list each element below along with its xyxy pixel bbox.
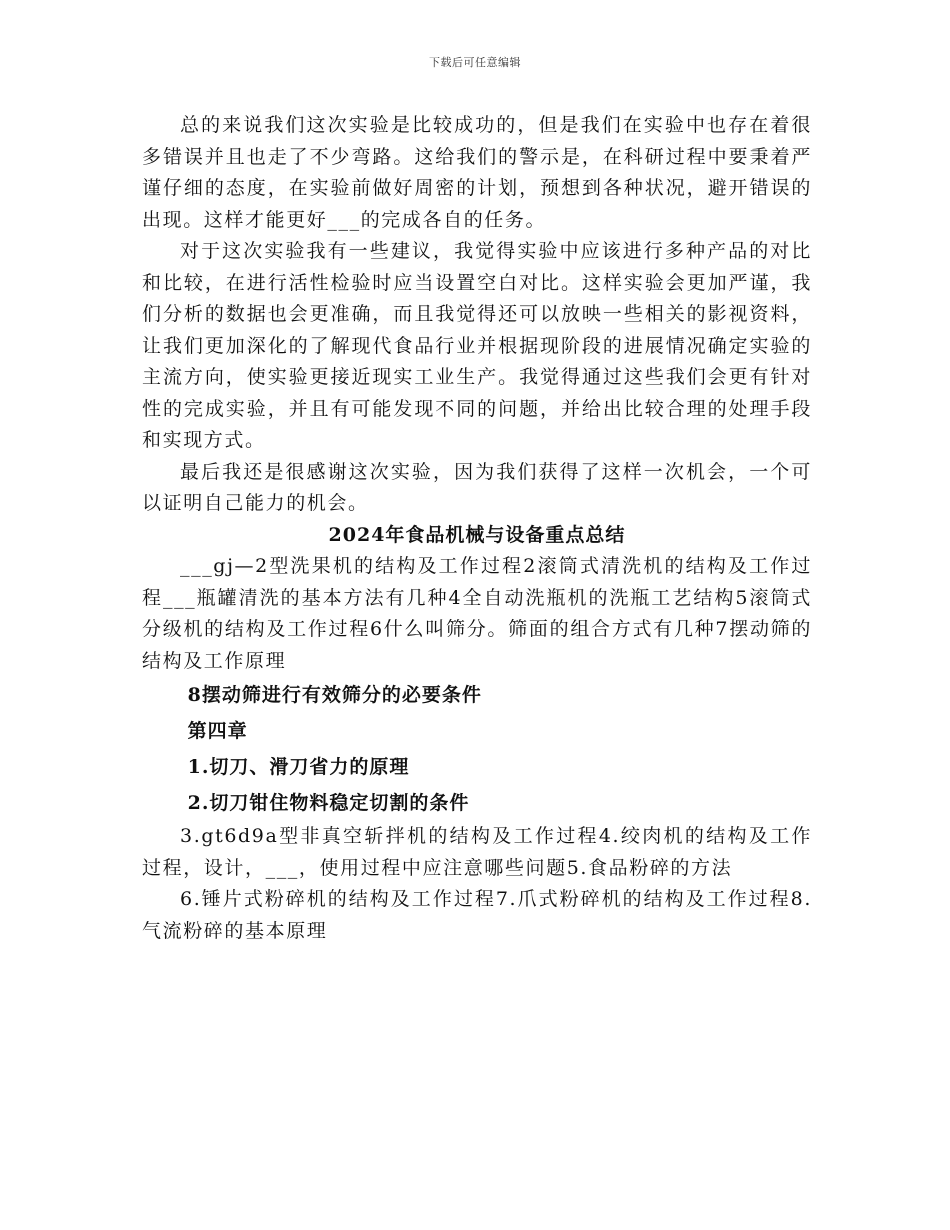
paragraph-crushers: 6.锤片式粉碎机的结构及工作过程7.爪式粉碎机的结构及工作过程8.气流粉碎的基本原理 [142, 888, 812, 942]
bold-line-screen-conditions: 8摆动筛进行有效筛分的必要条件 [187, 684, 482, 706]
bold-line-cutting-conditions: 2.切刀钳住物料稳定切割的条件 [187, 792, 470, 814]
paragraph-chopper-mincer: 3.gt6d9a型非真空斩拌机的结构及工作过程4.绞肉机的结构及工作过程，设计，___，使用过程中应注意哪些问题5.食品粉碎的方法 [142, 825, 812, 879]
document-body [142, 110, 812, 947]
paragraph-thanks: 最后我还是很感谢这次实验，因为我们获得了这样一次机会，一个可以证明自己能力的机会。 [142, 460, 812, 514]
page-header: 下载后可任意编辑 [429, 56, 521, 69]
paragraph-chapter-topics: ___gj—2型洗果机的结构及工作过程2滚筒式清洗机的结构及工作过程___瓶罐清洗的基本方法有几种4全自动洗瓶机的洗瓶工艺结构5滚筒式分级机的结构及工作过程6什么叫筛分。筛面的组合方式有几种7摆动筛的结构及工作原理 [142, 555, 812, 672]
paragraph-summary: 总的来说我们这次实验是比较成功的，但是我们在实验中也存在着很多错误并且也走了不少弯路。这给我们的警示是，在科研过程中要秉着严谨仔细的态度，在实验前做好周密的计划，预想到各种状况，避开错误的出现。这样才能更好___的完成各自的任务。 [142, 114, 812, 231]
section-title: 2024年食品机械与设备重点总结 [328, 523, 626, 546]
chapter-heading: 第四章 [187, 720, 248, 742]
paragraph-suggestions: 对于这次实验我有一些建议，我觉得实验中应该进行多种产品的对比和比较，在进行活性检验时应当设置空白对比。这样实验会更加严谨，我们分析的数据也会更准确，而且我觉得还可以放映一些相关的影视资料，让我们更加深化的了解现代食品行业并根据现阶段的进展情况确定实验的主流方向，使实验更接近现实工业生产。我觉得通过这些我们会更有针对性的完成实验，并且有可能发现不同的问题，并给出比较合理的处理手段和实现方式。 [142, 240, 812, 451]
bold-line-cutter-principle: 1.切刀、滑刀省力的原理 [187, 756, 410, 778]
